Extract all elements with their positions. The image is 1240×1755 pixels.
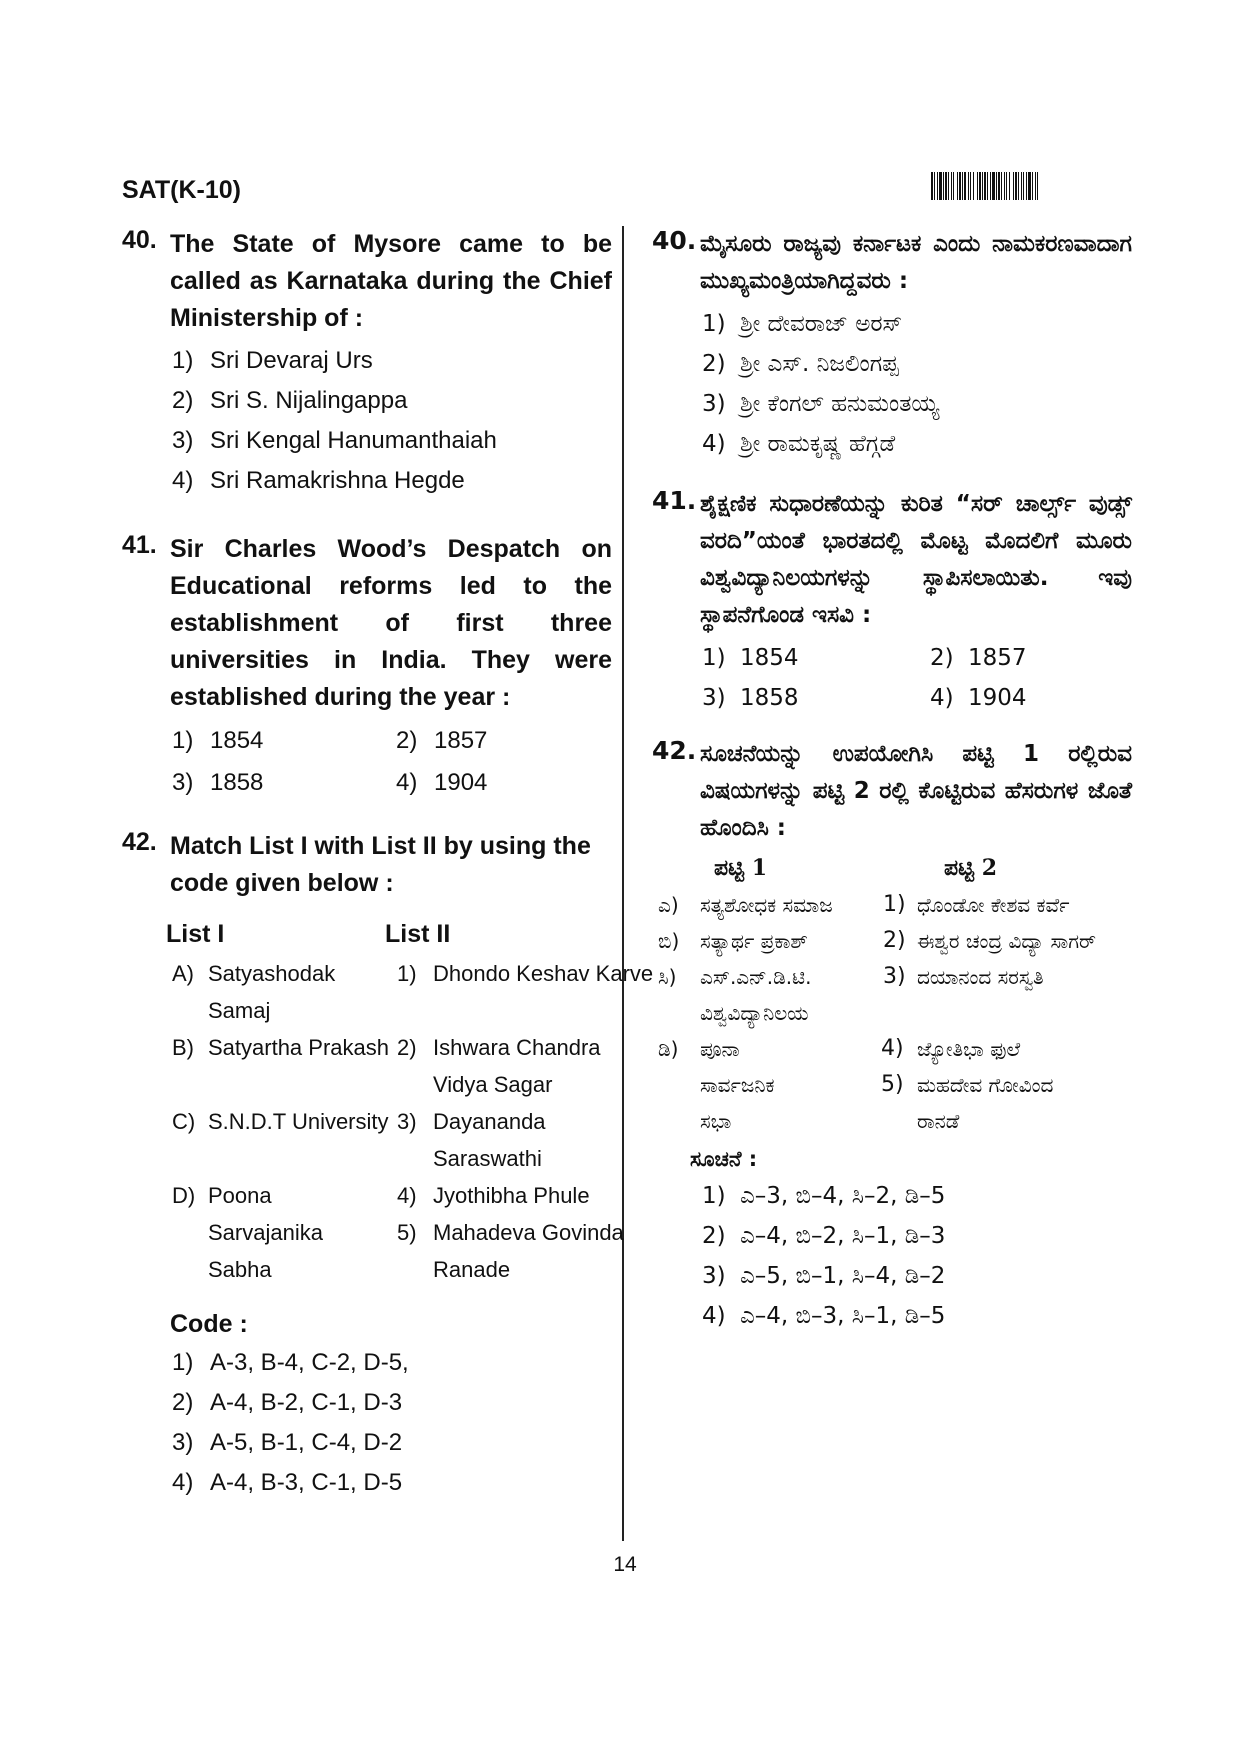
code-option-2: 2) A-4, B-2, C-1, D-3 <box>172 1389 403 1416</box>
question-number: 40. <box>652 226 697 255</box>
option-2: 2) ಶ್ರೀ ಎಸ್. ನಿಜಲಿಂಗಪ್ಪ <box>702 351 899 377</box>
list-2-item-3: 3) ದಯಾನಂದ ಸರಸ್ವತಿ <box>883 964 1044 989</box>
list-2-item-4-5: 4) ಜ್ಯೋತಿಭಾ ಫುಲೆ 5) ಮಹದೇವ ಗೋವಿಂದ ರಾನಡೆ <box>881 1036 1054 1133</box>
option-3: 3) 1858 <box>172 769 264 796</box>
question-number: 41. <box>122 531 157 559</box>
question-40-en <box>122 226 612 501</box>
option-4: 4) Sri Ramakrishna Hegde <box>172 467 465 494</box>
code-label: Code : <box>170 1310 248 1338</box>
list-1-item-c: C) S.N.D.T University <box>172 1109 389 1134</box>
list-1-item-a: A) Satyashodak Samaj <box>172 961 336 1023</box>
kannada-column <box>652 226 1132 1336</box>
option-1: 1) Sri Devaraj Urs <box>172 347 373 374</box>
option-2: 2) 1857 <box>930 645 1027 671</box>
question-number: 41. <box>652 486 697 515</box>
option-2: 2) 1857 <box>396 727 488 754</box>
list-1-item-c: ಸಿ) ಎಸ್.ಎನ್.ಡಿ.ಟಿ. ವಿಶ್ವವಿದ್ಯಾನಿಲಯ <box>658 965 812 1025</box>
list-2-heading: List II <box>385 920 451 948</box>
question-42-kn <box>652 736 1132 1336</box>
question-number: 40. <box>122 226 157 254</box>
question-text: ಸೂಚನೆಯನ್ನು ಉಪಯೋಗಿಸಿ ಪಟ್ಟಿ 1 ರಲ್ಲಿರುವ ವಿಷಯಗಳನ್ನು ಪಟ್ಟಿ 2 ರಲ್ಲಿ ಕೊಟ್ಟಿರುವ ಹೆಸರುಗಳ ಜೊತೆ ಹೊಂದಿಸಿ : <box>700 741 1132 841</box>
list-1-item-d: ಡಿ) ಪೂನಾ ಸಾರ್ವಜನಿಕ ಸಭಾ <box>658 1037 775 1133</box>
list-1-item-b: B) Satyartha Prakash <box>172 1035 389 1060</box>
code-option-4: 4) ಎ–4, ಬಿ–3, ಸಿ–1, ಡಿ–5 <box>702 1303 946 1329</box>
list-2-item-1: 1) Dhondo Keshav Karve <box>397 961 654 986</box>
question-number: 42. <box>122 828 157 856</box>
list-1-item-b: ಬಿ) ಸತ್ಯಾರ್ಥ ಪ್ರಕಾಶ್ <box>658 929 808 953</box>
list-2-heading: ಪಟ್ಟಿ 2 <box>944 855 998 881</box>
question-text: Match List I with List II by using the code given below : <box>170 832 591 897</box>
page-number: 14 <box>613 1553 637 1576</box>
option-4: 4) 1904 <box>396 769 488 796</box>
code-option-1: 1) ಎ–3, ಬಿ–4, ಸಿ–2, ಡಿ–5 <box>702 1183 946 1209</box>
match-table <box>170 955 654 1288</box>
question-42-en <box>122 828 654 1503</box>
list-2-item-2: 2) Ishwara Chandra Vidya Sagar <box>397 1035 601 1097</box>
english-column <box>122 226 654 1503</box>
question-number: 42. <box>652 736 697 765</box>
list-2-item-2: 2) ಈಶ್ವರ ಚಂದ್ರ ವಿದ್ಯಾ ಸಾಗರ್ <box>883 928 1097 953</box>
paper-code: SAT(K-10) <box>122 176 241 204</box>
list-2-item-1: 1) ಧೊಂಡೋ ಕೇಶವ ಕರ್ವೆ <box>883 892 1070 917</box>
code-option-2: 2) ಎ–4, ಬಿ–2, ಸಿ–1, ಡಿ–3 <box>702 1223 946 1249</box>
question-40-kn <box>652 226 1132 464</box>
option-3: 3) Sri Kengal Hanumanthaiah <box>172 427 497 454</box>
code-option-1: 1) A-3, B-4, C-2, D-5, <box>172 1349 409 1376</box>
code-option-3: 3) A-5, B-1, C-4, D-2 <box>172 1429 403 1456</box>
match-table <box>656 887 1132 1139</box>
barcode-icon <box>931 172 1126 200</box>
option-4: 4) ಶ್ರೀ ರಾಮಕೃಷ್ಣ ಹೆಗ್ಗಡೆ <box>702 431 896 457</box>
list-1-heading: List I <box>166 920 225 948</box>
question-text: Sir Charles Wood’s Despatch on Educational reforms led to the establishment of first three universities in India. They were established during the year : <box>170 535 612 711</box>
list-1-item-a: ಎ) ಸತ್ಯಶೋಧಕ ಸಮಾಜ <box>658 893 833 917</box>
option-1: 1) 1854 <box>172 727 264 754</box>
list-2-item-4-5: 4) Jyothibha Phule 5) Mahadeva Govinda Ranade <box>397 1183 624 1282</box>
question-text: ಮೈಸೂರು ರಾಜ್ಯವು ಕರ್ನಾಟಕ ಎಂದು ನಾಮಕರಣವಾದಾಗ ಮುಖ್ಯಮಂತ್ರಿಯಾಗಿದ್ದವರು : <box>700 231 1132 294</box>
option-4: 4) 1904 <box>930 685 1027 711</box>
question-41-en <box>122 531 612 804</box>
question-41-kn <box>652 486 1132 718</box>
option-3: 3) ಶ್ರೀ ಕೆಂಗಲ್ ಹನುಮಂತಯ್ಯ <box>702 391 940 417</box>
option-3: 3) 1858 <box>702 685 799 711</box>
question-text: ಶೈಕ್ಷಣಿಕ ಸುಧಾರಣೆಯನ್ನು ಕುರಿತ “ಸರ್ ಚಾರ್ಲ್ಸ್ ವುಡ್ಸ್ ವರದಿ”ಯಂತೆ ಭಾರತದಲ್ಲಿ ಮೊಟ್ಟ ಮೊದಲಿಗೆ ಮೂರು ವಿಶ್ವವಿದ್ಯಾನಿಲಯಗಳನ್ನು ಸ್ಥಾಪಿಸಲಾಯಿತು. ಇವು ಸ್ಥಾಪನೆಗೊಂಡ ಇಸವಿ : <box>700 491 1132 628</box>
list-1-item-d: D) Poona Sarvajanika Sabha <box>172 1183 323 1282</box>
code-label: ಸೂಚನೆ : <box>690 1147 758 1171</box>
list-2-item-3: 3) Dayananda Saraswathi <box>397 1109 546 1171</box>
list-1-heading: ಪಟ್ಟಿ 1 <box>714 855 768 881</box>
column-divider <box>622 226 624 1541</box>
option-1: 1) 1854 <box>702 645 799 671</box>
option-2: 2) Sri S. Nijalingappa <box>172 387 408 414</box>
question-text: The State of Mysore came to be called as Karnataka during the Chief Ministership of : <box>170 230 612 332</box>
code-option-4: 4) A-4, B-3, C-1, D-5 <box>172 1469 403 1496</box>
code-option-3: 3) ಎ–5, ಬಿ–1, ಸಿ–4, ಡಿ–2 <box>702 1263 946 1289</box>
option-1: 1) ಶ್ರೀ ದೇವರಾಜ್ ಅರಸ್ <box>702 311 903 337</box>
